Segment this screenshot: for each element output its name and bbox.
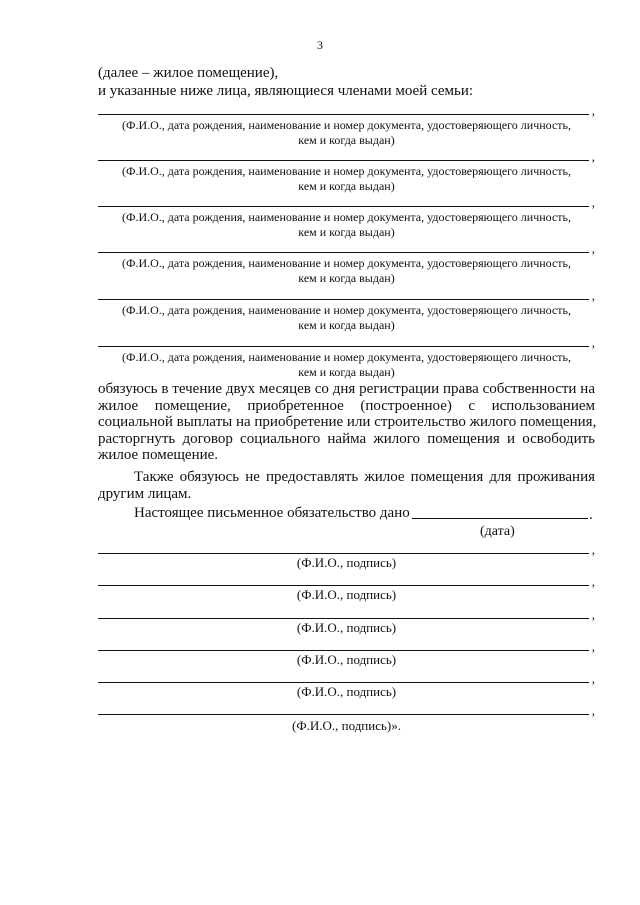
- obligation-paragraph: обязуюсь в течение двух месяцев со дня регистрации права собственности на жилое помещение, приобретенное (построенное) с использованием социальной выплаты на приобретение или строительство жилого помещения, расторгнуть договор социального найма жилого помещения и освободить жилое помещение.: [98, 381, 597, 463]
- intro-line-2: и указанные ниже лица, являющиеся членами моей семьи:: [98, 83, 474, 99]
- also-obligation-paragraph: Также обязуюсь не предоставлять жилое помещения для проживания другим лицам.: [98, 469, 595, 502]
- signature-caption: (Ф.И.О., подпись): [296, 620, 397, 635]
- date-dot: .: [589, 507, 593, 523]
- signature-blank[interactable]: ,: [98, 701, 595, 717]
- family-member-blank[interactable]: ,: [98, 333, 595, 349]
- signature-blank[interactable]: ,: [98, 669, 595, 685]
- family-member-blank[interactable]: ,: [98, 239, 595, 255]
- signature-blank[interactable]: ,: [98, 572, 595, 588]
- family-member-caption: (Ф.И.О., дата рождения, наименование и номер документа, удостоверяющего личность, кем и когда выдан): [121, 118, 571, 147]
- page-number: 3: [317, 38, 323, 52]
- family-member-caption: (Ф.И.О., дата рождения, наименование и номер документа, удостоверяющего личность, кем и когда выдан): [121, 256, 571, 285]
- signature-caption: (Ф.И.О., подпись): [296, 555, 397, 570]
- family-member-blank[interactable]: ,: [98, 147, 595, 163]
- signature-caption: (Ф.И.О., подпись): [296, 652, 397, 667]
- given-statement: Настоящее письменное обязательство дано: [134, 505, 410, 521]
- signature-caption: (Ф.И.О., подпись): [296, 587, 397, 602]
- signature-blank[interactable]: ,: [98, 605, 595, 621]
- family-member-caption: (Ф.И.О., дата рождения, наименование и номер документа, удостоверяющего личность, кем и когда выдан): [121, 210, 571, 239]
- family-member-blank[interactable]: ,: [98, 101, 595, 117]
- family-member-caption: (Ф.И.О., дата рождения, наименование и номер документа, удостоверяющего личность, кем и когда выдан): [121, 164, 571, 193]
- intro-line-1: (далее – жилое помещение),: [98, 65, 279, 81]
- date-caption: (дата): [480, 524, 515, 539]
- signature-blank[interactable]: ,: [98, 637, 595, 653]
- signature-blank[interactable]: ,: [98, 540, 595, 556]
- family-member-blank[interactable]: ,: [98, 193, 595, 209]
- family-member-caption: (Ф.И.О., дата рождения, наименование и номер документа, удостоверяющего личность, кем и когда выдан): [121, 303, 571, 332]
- family-member-caption: (Ф.И.О., дата рождения, наименование и номер документа, удостоверяющего личность, кем и когда выдан): [121, 350, 571, 379]
- date-blank[interactable]: [412, 518, 588, 519]
- final-signature-caption: (Ф.И.О., подпись)».: [291, 718, 401, 733]
- family-member-blank[interactable]: ,: [98, 286, 595, 302]
- signature-caption: (Ф.И.О., подпись): [296, 684, 397, 699]
